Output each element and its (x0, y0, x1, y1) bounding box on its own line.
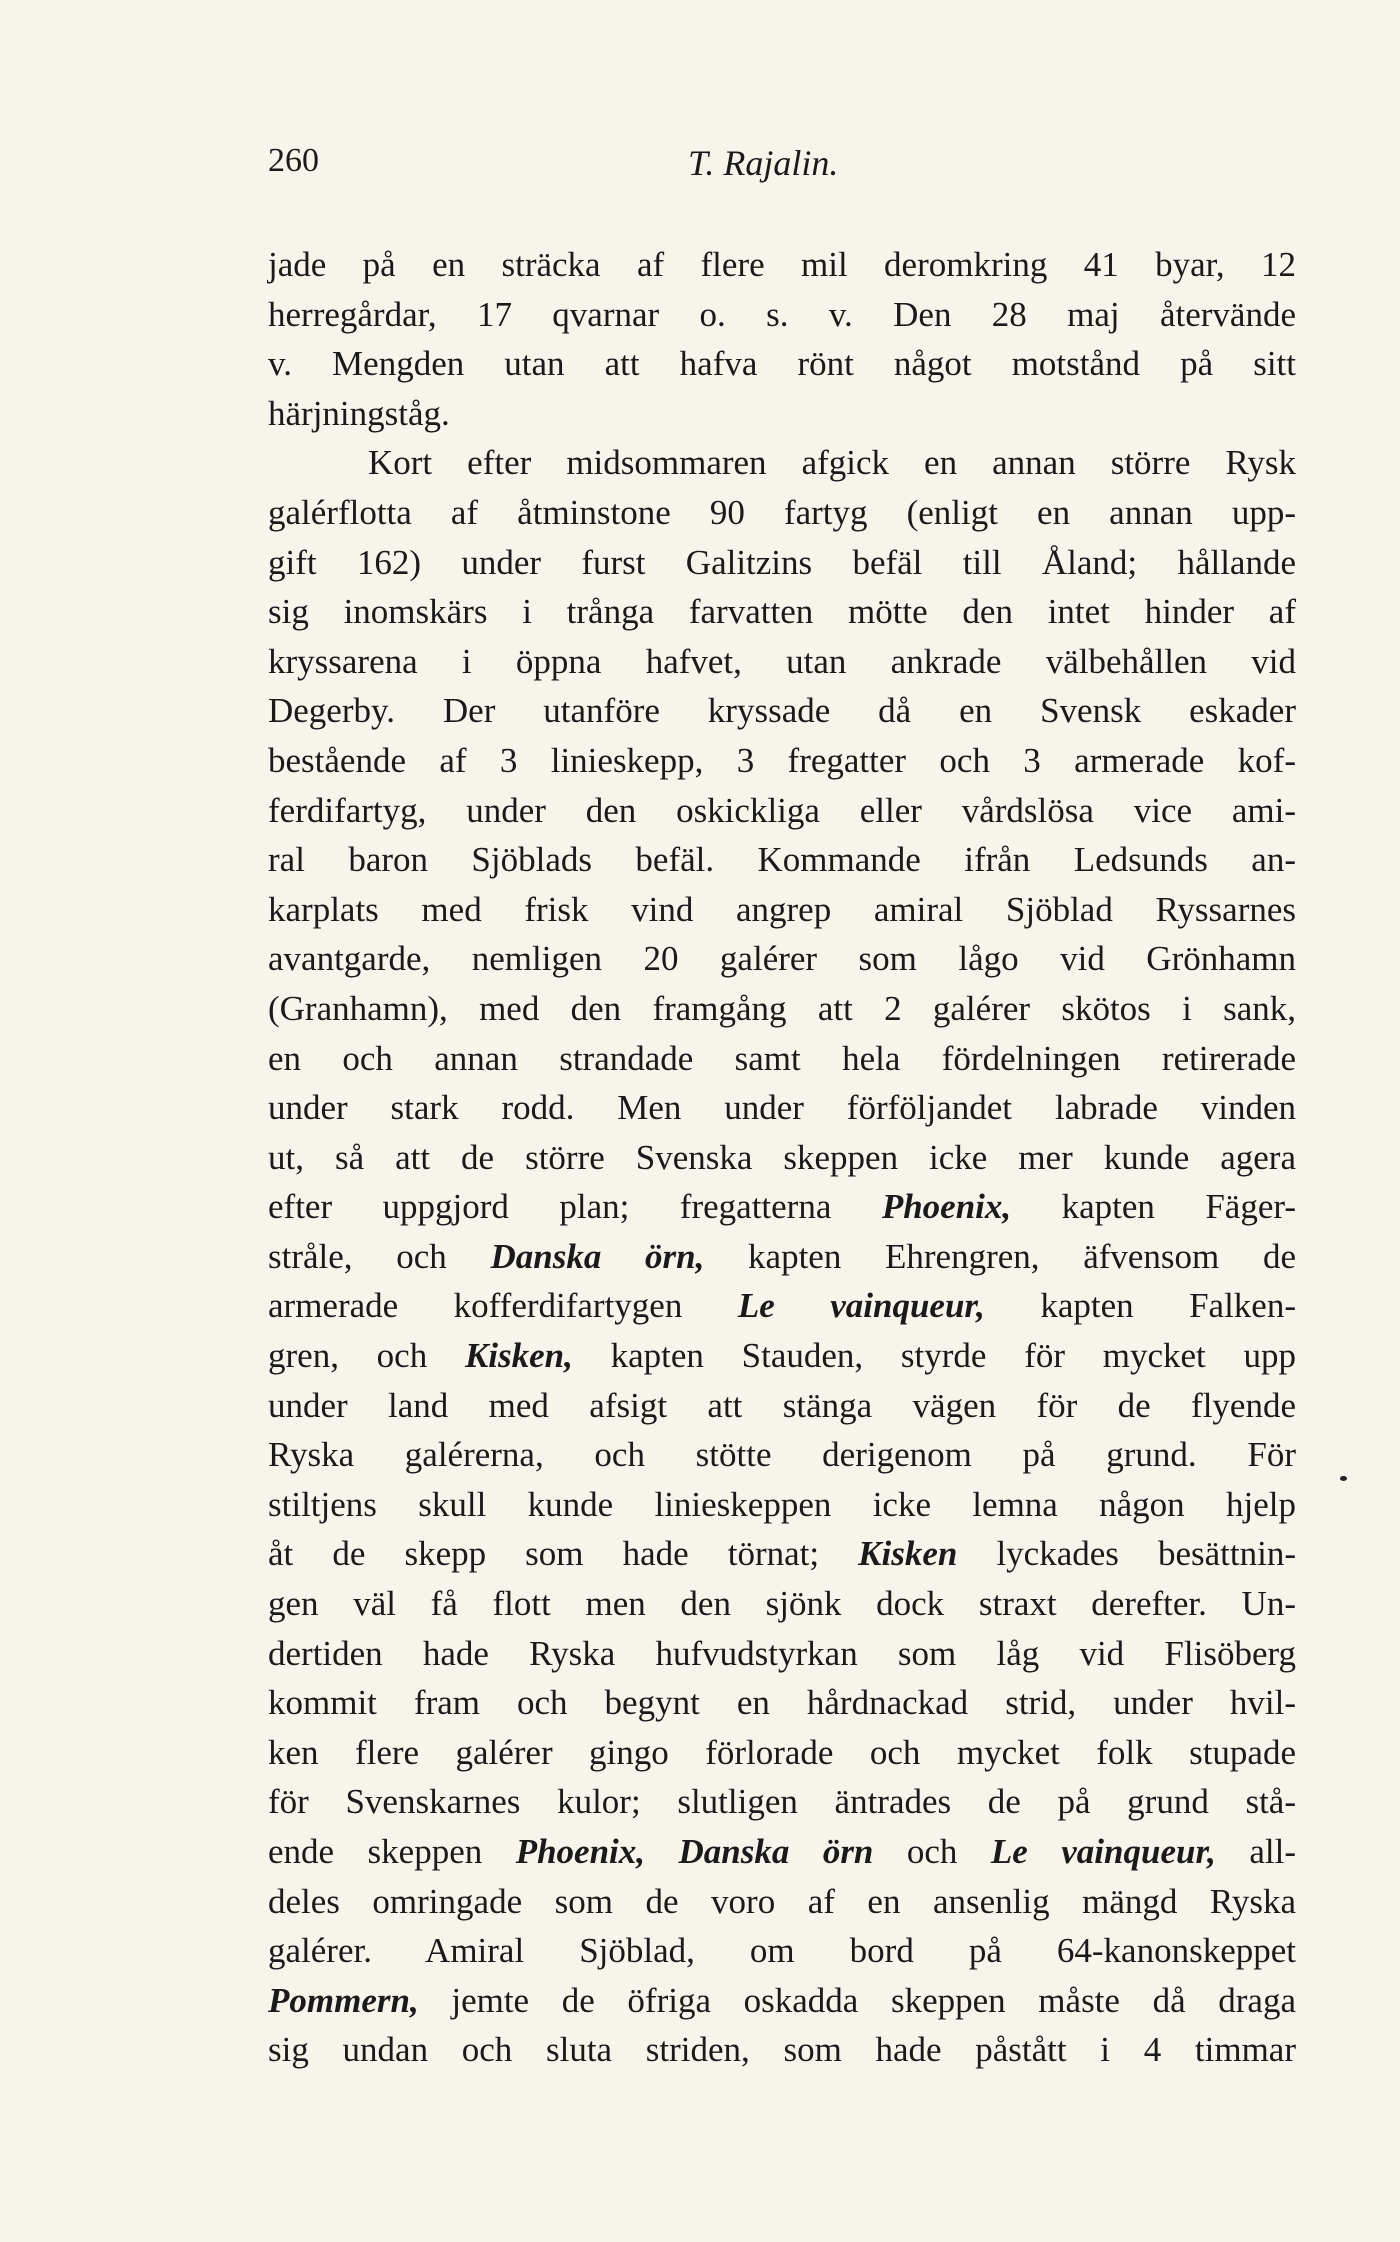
italic-ship-name: Phoenix, Danska örn (515, 1832, 874, 1871)
text-segment: kapten Fäger- (1011, 1187, 1296, 1227)
text-line: för Svenskarnes kulor; slutligen äntrades de på grund stå- (268, 1782, 1296, 1822)
italic-ship-name: Danska örn, (490, 1236, 705, 1276)
text-segment: efter uppgjord plan; fregatterna (268, 1187, 882, 1227)
text-line: härjningståg. (268, 393, 450, 433)
text-line: kryssarena i öppna hafvet, utan ankrade välbehållen vid (268, 641, 1296, 681)
text-line: galérer. Amiral Sjöblad, om bord på 64-kanonskeppet (268, 1931, 1296, 1971)
italic-ship-name: Kisken, (464, 1336, 573, 1376)
text-line: dertiden hade Ryska hufvudstyrkan som låg vid Flisöberg (268, 1633, 1296, 1673)
text-line: deles omringade som de voro af en ansenlig mängd Ryska (268, 1881, 1296, 1921)
text-line: under stark rodd. Men under förföljandet labrade vinden (268, 1088, 1296, 1128)
italic-ship-name: Phoenix, (881, 1187, 1012, 1227)
text-line: ken flere galérer gingo förlorade och mycket folk stupade (268, 1732, 1296, 1772)
text-line: avantgarde, nemligen 20 galérer som lågo vid Grönhamn (268, 939, 1296, 979)
text-line: gen väl få flott men den sjönk dock straxt derefter. Un- (268, 1584, 1296, 1624)
text-line: ferdifartyg, under den oskickliga eller vårdslösa vice ami- (268, 790, 1296, 830)
text-line (268, 1232, 1296, 1282)
text-segment: kapten Ehrengren, äfvensom de (704, 1236, 1296, 1276)
text-segment: åt de skepp som hade törnat; (268, 1534, 859, 1574)
text-segment: jemte de öfriga oskadda skeppen måste då draga (418, 1980, 1296, 2020)
speck-mark (1340, 1476, 1347, 1481)
text-segment: och (873, 1832, 991, 1871)
text-line: jade på en sträcka af flere mil deromkring 41 byar, 12 (268, 245, 1296, 284)
text-line (268, 1182, 1296, 1232)
page-number: 260 (268, 142, 319, 179)
text-line: herregårdar, 17 qvarnar o. s. v. Den 28 maj återvände (268, 294, 1296, 334)
text-line: en och annan strandade samt hela fördelningen retirerade (268, 1038, 1296, 1078)
text-line (268, 1529, 1296, 1579)
text-segment: lyckades besättnin- (957, 1534, 1296, 1574)
text-segment: stråle, och (268, 1236, 491, 1276)
text-line: bestående af 3 linieskepp, 3 fregatter och 3 armerade kof- (268, 740, 1296, 780)
text-line: (Granhamn), med den framgång att 2 galérer skötos i sank, (268, 988, 1296, 1028)
text-line: Degerby. Der utanföre kryssade då en Svensk eskader (268, 691, 1296, 731)
text-segment: armerade kofferdifartygen (268, 1286, 738, 1326)
text-line: v. Mengden utan att hafva rönt något motstånd på sitt (268, 344, 1296, 384)
italic-ship-name: Le vainqueur, (990, 1832, 1216, 1871)
text-segment: kapten Stauden, styrde för mycket upp (572, 1336, 1296, 1376)
text-line (268, 1827, 1296, 1877)
text-segment: kapten Falken- (984, 1286, 1296, 1326)
text-line (268, 1331, 1296, 1381)
text-line: kommit fram och begynt en hårdnackad strid, under hvil- (268, 1683, 1296, 1723)
italic-ship-name: Kisken (858, 1534, 958, 1574)
text-line: stiltjens skull kunde linieskeppen icke lemna någon hjelp (268, 1484, 1296, 1524)
text-line: sig inomskärs i trånga farvatten mötte den intet hinder af (268, 592, 1296, 632)
text-segment: all- (1215, 1832, 1296, 1871)
text-line: ral baron Sjöblads befäl. Kommande ifrån Ledsunds an- (268, 840, 1296, 880)
text-segment: ende skeppen (268, 1832, 516, 1871)
page-header (268, 142, 1308, 198)
text-line: under land med afsigt att stänga vägen för de flyende (268, 1385, 1296, 1425)
running-head: T. Rajalin. (688, 143, 839, 183)
body-text (268, 240, 1296, 2075)
text-line: gift 162) under furst Galitzins befäl till Åland; hållande (268, 542, 1296, 582)
text-line (268, 1976, 1296, 2026)
italic-ship-name: Pommern, (268, 1980, 419, 2020)
text-line: sig undan och sluta striden, som hade påstått i 4 timmar (268, 2030, 1296, 2070)
text-line: Kort efter midsommaren afgick en annan större Rysk (368, 443, 1296, 483)
text-line: Ryska galérerna, och stötte derigenom på grund. För (268, 1435, 1296, 1475)
text-line: galérflotta af åtminstone 90 fartyg (enligt en annan upp- (268, 492, 1296, 532)
text-line: karplats med frisk vind angrep amiral Sjöblad Ryssarnes (268, 889, 1296, 929)
text-segment: gren, och (268, 1336, 465, 1376)
text-line (268, 1281, 1296, 1331)
italic-ship-name: Le vainqueur, (737, 1286, 985, 1326)
text-line: ut, så att de större Svenska skeppen icke mer kunde agera (268, 1137, 1296, 1177)
